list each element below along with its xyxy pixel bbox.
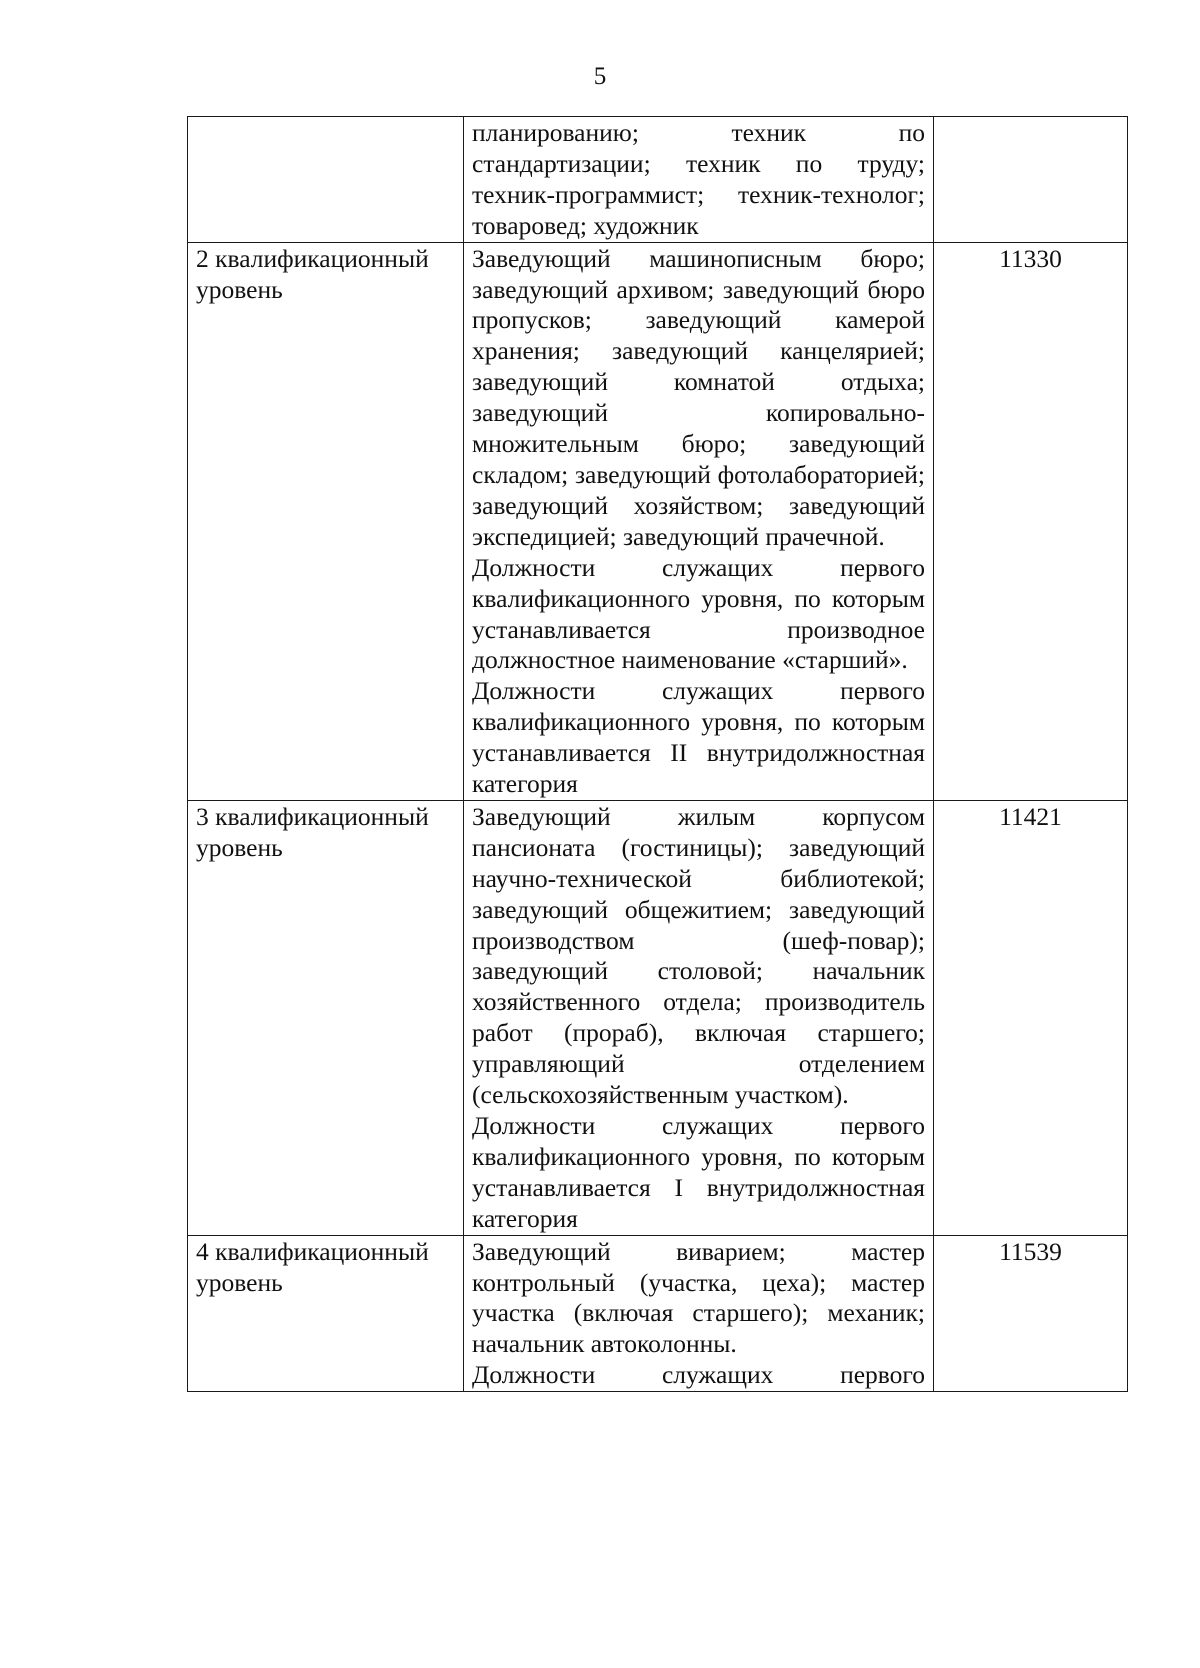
salary-cell: [934, 117, 1128, 243]
salary-cell: 11421: [934, 800, 1128, 1235]
positions-cell: [464, 242, 934, 800]
positions-paragraph: Заведующий машинописным бюро; заведующий архивом; заведующий бюро пропусков; заведующий камерой хранения; заведующий канцелярией; заведующий комнатой отдыха; заведующий копировально-множительным бюро; заведующий складом; заведующий фотолабораторией; заведующий хозяйством; заведующий экспедицией; заведующий прачечной.: [472, 243, 925, 551]
qualification-level-cell: 4 квалификационный уровень: [188, 1235, 464, 1392]
positions-paragraph: Должности служащих первого квалификационного уровня, по которым устанавливается II внутридолжностная категория: [472, 676, 925, 799]
positions-paragraph: Должности служащих первого квалификационного уровня, по которым устанавливается I внутридолжностная категория: [472, 1111, 925, 1233]
positions-paragraph: Должности служащих первого квалификационного уровня, по которым устанавливается производное должностное наименование «старший».: [472, 552, 925, 675]
table-row-level-3: [188, 800, 1128, 1235]
positions-paragraph: Заведующий жилым корпусом пансионата (гостиницы); заведующий научно-технической библиотекой; заведующий общежитием; заведующий производством (шеф-повар); заведующий столовой; начальник хозяйственного отдела; производитель работ (прораб), включая старшего; управляющий отделением (сельскохозяйственным участком).: [472, 801, 925, 1110]
salary-cell: 11330: [934, 242, 1128, 800]
page-number: 5: [593, 63, 607, 90]
positions-cell: [464, 800, 934, 1235]
qualification-level-cell: [188, 117, 464, 243]
table-row-level-2: [188, 242, 1128, 800]
table-row-level-4: [188, 1235, 1128, 1392]
qualification-level-cell: 3 квалификационный уровень: [188, 800, 464, 1235]
qualification-level-cell: 2 квалификационный уровень: [188, 242, 464, 800]
positions-paragraph: планированию; техник по стандартизации; техник по труду; техник-программист; техник-технолог; товаровед; художник: [472, 118, 925, 240]
salary-cell: 11539: [934, 1235, 1128, 1392]
positions-paragraph: Должности служащих первого: [472, 1360, 925, 1390]
positions-cell: [464, 117, 934, 243]
positions-cell: [464, 1235, 934, 1392]
qualification-table: [187, 116, 1128, 1392]
table-row-continuation: [188, 117, 1128, 243]
positions-paragraph: Заведующий виварием; мастер контрольный (участка, цеха); мастер участка (включая старшего); механик; начальник автоколонны.: [472, 1236, 925, 1359]
